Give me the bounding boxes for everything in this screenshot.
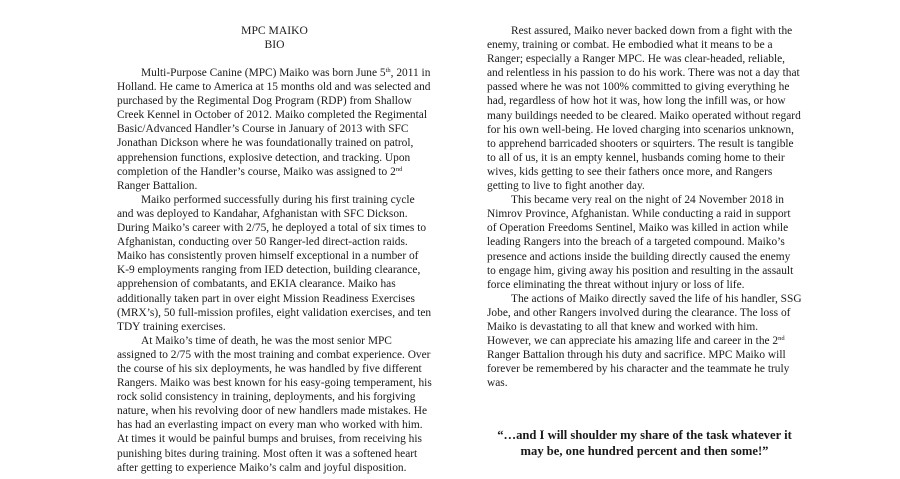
paragraph-death: This became very real on the night of 24 November 2018 in Nimrov Province, Afghanistan. While conducting a raid in support of Operation Freedoms Sentinel, Maiko was killed in action while leading Rangers into the breach of a targeted compound. Maiko’s presence and actions inside the building directly caused the enemy to engage him, giving away his position and resulting in the assault force eliminating the threat without injury or loss of life. — [487, 194, 794, 291]
document-subtitle: BIO — [264, 38, 285, 51]
paragraph-text: Ranger Battalion through his duty and sacrifice. MPC Maiko will forever be remembered by his character and the teammate he truly was. — [487, 349, 790, 390]
paragraph-courage: Rest assured, Maiko never backed down from a fight with the enemy, training or combat. He embodied what it means to be a Ranger; especially a Ranger MPC. He was clear-headed, reliable, and relentless in his passion to do his work. There was not a day that passed where he was not 100% committed to giving everything he had, regardless of how hot it was, how long the infill was, or how many buildings needed to be cleared. Maiko operated without regard for his own well-being. He loved charging into scenarios unknown, to apprehend barricaded shooters or squirters. The result is tangible to all of us, it is an empty kennel, husbands coming home to their wives, kids getting to see their fathers once more, and Rangers getting to live to fight another day. — [487, 25, 801, 193]
ordinal-suffix: nd — [395, 165, 403, 173]
paragraph-text: , 2011 in Holland. He came to America at 15 months old and was selected and purchased by the Regimental Dog Program (RDP) from Shallow Creek Kennel in October of 2012. Maiko completed the Regimental Basic/Advanced Handler’s Course in January of 2013 with SFC Jonathan Dickson where he was foundationally trained on patrol, apprehension functions, explosive detection, and tracking. Upon completion of the Handler’s course, Maiko was assigned to 2 — [117, 67, 431, 178]
paragraph-birth — [117, 66, 432, 193]
paragraph-text: The actions of Maiko directly saved the life of his handler, SSG Jobe, and other Rangers involved during the clearance. The loss of Maiko is devastating to all that knew and worked with him. However, we can appreciate his amazing life and career in the 2 — [487, 292, 802, 348]
paragraph-deployments: Maiko performed successfully during his first training cycle and was deployed to Kandahar, Afghanistan with SFC Dickson. During Maiko’s career with 2/75, he deployed a total of six times to Afghanistan, conducting over 50 Ranger-led direct-action raids. Maiko has consistently proven himself exceptional in a number of K-9 employments ranging from IED detection, building clearance, apprehension of combatants, and EKIA clearance. Maiko has additionally taken part in over eight Mission Readiness Exercises (MRX’s), 50 full-mission profiles, eight validation exercises, and ten TDY training exercises. — [117, 193, 432, 333]
paragraph-text: Ranger Battalion. — [117, 179, 198, 192]
ordinal-suffix: nd — [778, 335, 785, 343]
paragraph-legacy — [487, 292, 802, 391]
paragraph-temperament: At Maiko’s time of death, he was the most senior MPC assigned to 2/75 with the most training and combat experience. Over the course of his six deployments, he was handled by five different Rangers. Maiko was best known for his easy-going temperament, his rock solid consistency in training, deployments, and his forgiving nature, when his revolving door of new handlers made mistakes. He has had an everlasting impact on every man who worked with him. At times it would be painful bumps and bruises, from receiving his punishing bites during training. Most often it was a softened heart after getting to experience Maiko’s calm and joyful disposition. — [117, 334, 432, 474]
paragraph-text: Multi-Purpose Canine (MPC) Maiko was born June 5 — [141, 67, 386, 79]
right-column — [487, 24, 802, 390]
ordinal-suffix: th — [385, 67, 391, 74]
left-column — [117, 24, 432, 475]
document-title: MPC MAIKO — [241, 24, 308, 37]
header — [117, 24, 432, 52]
ranger-creed-quote: “…and I will shoulder my share of the task whatever it may be, one hundred percent and then some!” — [497, 428, 792, 458]
